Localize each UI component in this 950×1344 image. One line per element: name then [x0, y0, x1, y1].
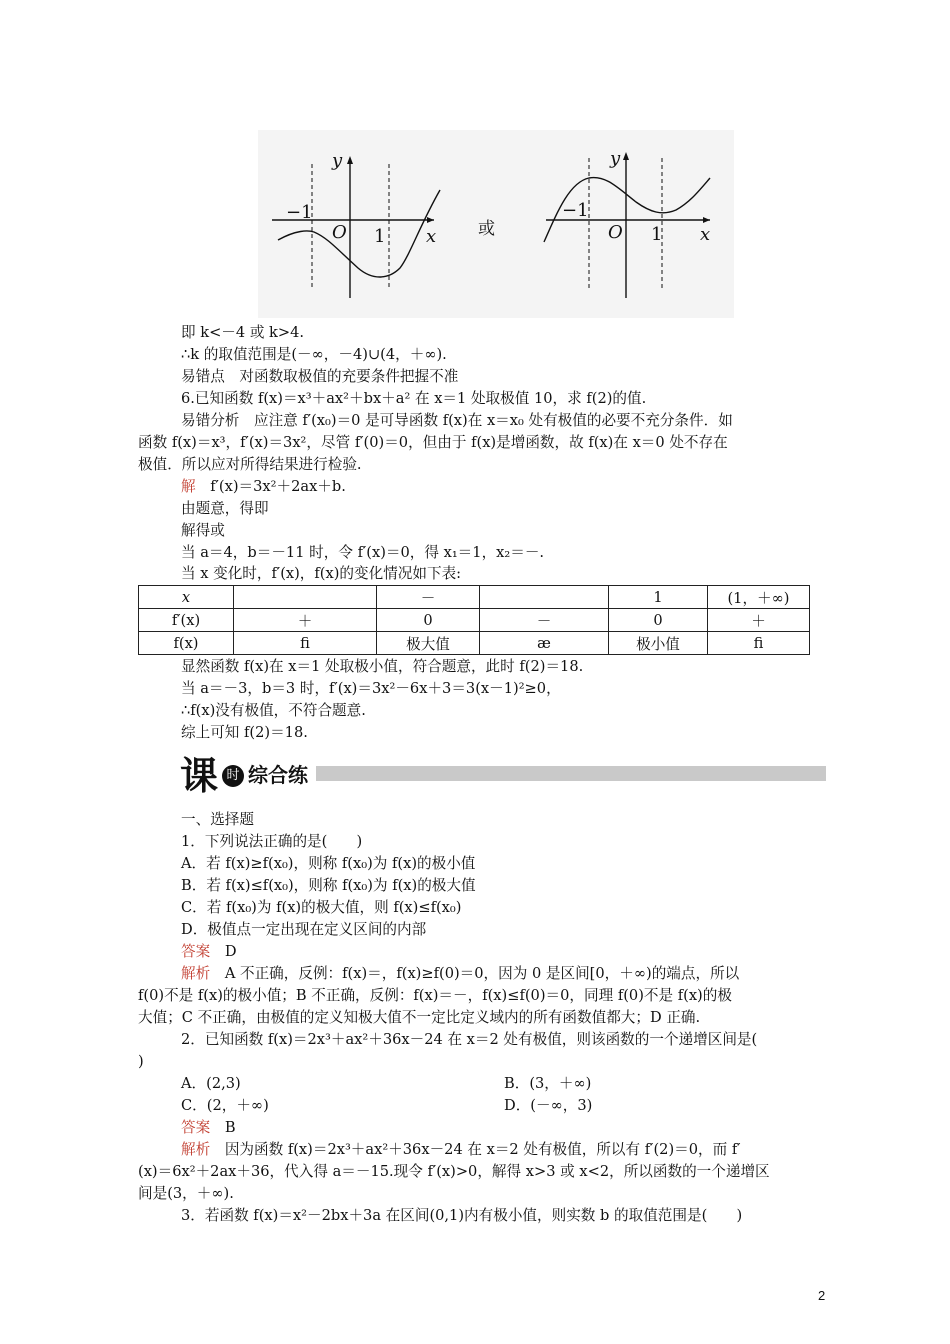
- solution-label: 解: [181, 478, 196, 495]
- question-3: 3．若函数 f(x)＝x²－2bx＋3a 在区间(0,1)内有极小值，则实数 b 的取值范围是( ): [181, 1207, 743, 1224]
- right-y-label: y: [610, 148, 621, 169]
- text-line: 当 a＝4，b＝－11 时，令 f′(x)＝0，得 x₁＝1，x₂＝－.: [181, 544, 545, 561]
- question-1: 1．下列说法正确的是( ): [181, 833, 363, 850]
- table-row: [139, 586, 810, 609]
- text-line: ∴f(x)没有极值，不符合题意.: [181, 702, 366, 719]
- option-c: C．若 f(x₀)为 f(x)的极大值，则 f(x)≤f(x₀): [181, 899, 462, 916]
- text-line: 函数 f(x)＝x³，f′(x)＝3x²，尽管 f′(0)＝0，但由于 f(x)是增函数，故 f(x)在 x＝0 处不存在: [138, 434, 728, 451]
- table-cell: －: [480, 609, 609, 632]
- table-cell: (1，＋∞): [708, 586, 810, 609]
- right-y-arrow: [623, 152, 629, 160]
- left-y-label: y: [332, 150, 343, 171]
- text-line: 大值；C 不正确，由极值的定义知极大值不一定比定义域内的所有函数值都大；D 正确.: [138, 1009, 701, 1026]
- analysis-text: 因为函数 f(x)＝2x³＋ax²＋36x－24 在 x＝2 处有极值，所以有 f′(2)＝0，而 f′: [224, 1141, 741, 1158]
- table-cell: [480, 586, 609, 609]
- text-line: ∴k 的取值范围是(－∞，－4)∪(4，＋∞).: [181, 346, 447, 363]
- text-line: 即 k<－4 或 k>4.: [181, 324, 305, 341]
- banner-bar: [316, 766, 826, 781]
- right-neg1-label: −1: [562, 200, 589, 221]
- answer-value: B: [224, 1119, 236, 1136]
- text-line: 间是(3，＋∞).: [138, 1185, 234, 1202]
- option-d: D．(－∞，3): [504, 1097, 593, 1114]
- banner-title: 综合练: [248, 763, 308, 787]
- option-a: A．(2,3): [181, 1075, 241, 1092]
- table-cell: ＋: [234, 609, 377, 632]
- problem-6: 6.已知函数 f(x)＝x³＋ax²＋bx＋a² 在 x＝1 处取极值 10，求 f(2)的值.: [181, 390, 647, 407]
- table-row: [139, 632, 810, 655]
- text-line: (x)＝6x²＋2ax＋36，代入得 a＝－15.现令 f′(x)>0，解得 x>3 或 x<2，所以函数的一个递增区: [138, 1163, 770, 1180]
- question-2: 2．已知函数 f(x)＝2x³＋ax²＋36x－24 在 x＝2 处有极值，则该函数的一个递增区间是(: [181, 1031, 758, 1048]
- table-cell: ＋: [708, 609, 810, 632]
- graphs-svg: [258, 130, 734, 318]
- table-cell: f′(x): [139, 609, 234, 632]
- page-number: 2: [818, 1288, 826, 1303]
- right-x-label: x: [700, 224, 711, 245]
- table-cell: ﬁ: [708, 632, 810, 655]
- variation-table: [138, 585, 810, 655]
- analysis-text: A 不正确，反例：f(x)＝，f(x)≥f(0)＝0，因为 0 是区间[0，＋∞)的端点，所以: [224, 965, 740, 982]
- option-c: C．(2，＋∞): [181, 1097, 269, 1114]
- answer-label: 答案: [181, 943, 211, 960]
- right-one-label: 1: [651, 224, 663, 245]
- text-line: 当 x 变化时，f′(x)，f(x)的变化情况如下表:: [181, 565, 462, 582]
- section-banner: [180, 747, 826, 802]
- analysis-label: 解析: [181, 965, 211, 982]
- analysis-line: [181, 963, 739, 985]
- table-cell: [234, 586, 377, 609]
- left-x-label: x: [426, 226, 437, 247]
- analysis-label: 解析: [181, 1141, 211, 1158]
- table-cell: 极小值: [609, 632, 708, 655]
- table-cell: f(x): [139, 632, 234, 655]
- text-line: 解得或: [181, 522, 225, 539]
- left-one-label: 1: [374, 226, 386, 247]
- answer-label: 答案: [181, 1119, 211, 1136]
- table-row: [139, 609, 810, 632]
- function-graphs-figure: [258, 130, 734, 318]
- section-heading: 一、选择题: [181, 811, 254, 828]
- or-label: 或: [478, 219, 495, 239]
- text-line: ): [138, 1053, 144, 1070]
- text-line: 易错点 对函数取极值的充要条件把握不准: [181, 368, 459, 385]
- right-x-arrow: [703, 217, 710, 223]
- solution-text: f′(x)＝3x²＋2ax＋b.: [195, 478, 346, 495]
- solution-line: [181, 476, 346, 498]
- option-b: B．若 f(x)≤f(x₀)，则称 f(x₀)为 f(x)的极大值: [181, 877, 476, 894]
- table-cell: 极大值: [377, 632, 480, 655]
- table-cell: 1: [609, 586, 708, 609]
- option-a: A．若 f(x)≥f(x₀)，则称 f(x₀)为 f(x)的极小值: [181, 855, 476, 872]
- text-line: 显然函数 f(x)在 x＝1 处取极小值，符合题意，此时 f(2)＝18.: [181, 658, 584, 675]
- table-cell: 0: [377, 609, 480, 632]
- option-d: D．极值点一定出现在定义区间的内部: [181, 921, 427, 938]
- text-line: 由题意，得即: [181, 500, 269, 517]
- left-y-arrow: [347, 156, 353, 164]
- table-cell: 0: [609, 609, 708, 632]
- banner-circle: 时: [222, 765, 244, 787]
- left-origin-label: O: [332, 222, 347, 243]
- answer-value: D: [224, 943, 237, 960]
- left-x-arrow: [427, 217, 434, 223]
- table-cell: æ: [480, 632, 609, 655]
- option-b: B．(3，＋∞): [504, 1075, 592, 1092]
- table-cell: x: [139, 586, 234, 609]
- text-line: 极值．所以应对所得结果进行检验.: [138, 456, 362, 473]
- answer-line: [181, 941, 237, 963]
- analysis-line: [181, 1139, 741, 1161]
- right-origin-label: O: [608, 222, 623, 243]
- text-line: 易错分析 应注意 f′(x₀)＝0 是可导函数 f(x)在 x＝x₀ 处有极值的必要不充分条件．如: [181, 412, 733, 429]
- text-line: f(0)不是 f(x)的极小值；B 不正确，反例：f(x)＝－，f(x)≤f(0)＝0，同理 f(0)不是 f(x)的极: [138, 987, 732, 1004]
- text-line: 综上可知 f(2)＝18.: [181, 724, 308, 741]
- answer-line: [181, 1117, 236, 1139]
- table-cell: ﬁ: [234, 632, 377, 655]
- banner-kanji: 课: [180, 754, 219, 798]
- text-line: 当 a＝－3，b＝3 时，f′(x)＝3x²－6x＋3＝3(x－1)²≥0，: [181, 680, 561, 697]
- left-neg1-label: −1: [286, 202, 313, 223]
- table-cell: －: [377, 586, 480, 609]
